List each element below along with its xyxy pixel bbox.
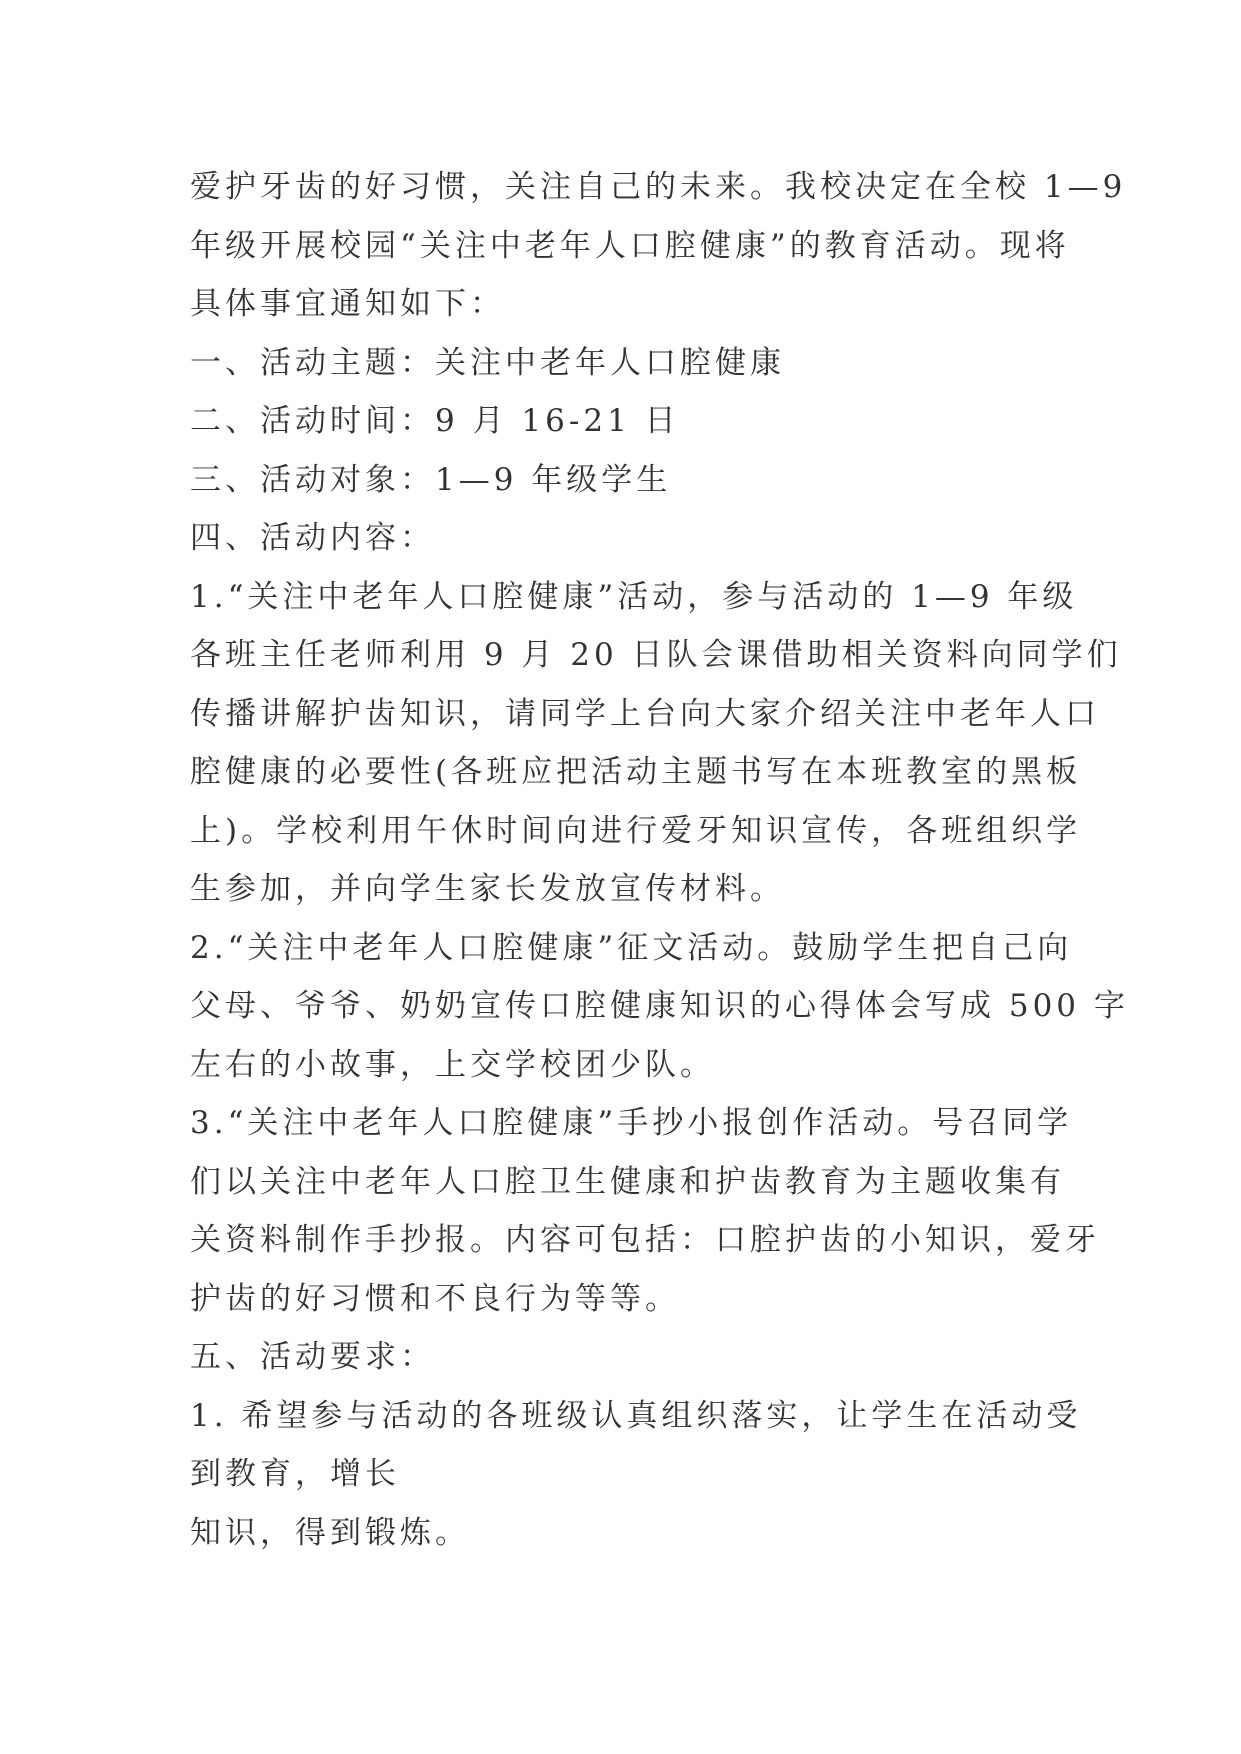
text-line: 各班主任老师利用 9 月 20 日队会课借助相关资料向同学们 (190, 637, 1122, 673)
section-heading: 五、活动要求： (190, 1339, 435, 1375)
text-line: 到教育，增长 (190, 1456, 400, 1492)
text-line: 知识，得到锻炼。 (190, 1514, 470, 1551)
document-body (190, 158, 1129, 1562)
text-line: 爱护牙齿的好习惯，关注自己的未来。我校决定在全校 1—9 (190, 169, 1127, 205)
text-line: 2.“关注中老年人口腔健康”征文活动。鼓励学生把自己向 (190, 929, 1073, 966)
text-line: 护齿的好习惯和不良行为等等。 (190, 1280, 680, 1317)
text-line: 1.“关注中老年人口腔健康”活动，参与活动的 1—9 年级 (190, 578, 1078, 615)
text-line: 年级开展校园“关注中老年人口腔健康”的教育活动。现将 (190, 227, 1070, 264)
text-line: 传播讲解护齿知识，请同学上台向大家介绍关注中老年人口 (190, 695, 1100, 732)
section-heading: 四、活动内容： (190, 520, 435, 556)
text-line: 们以关注中老年人口腔卫生健康和护齿教育为主题收集有 (190, 1163, 1065, 1200)
text-line: 1. 希望参与活动的各班级认真组织落实，让学生在活动受 (190, 1397, 1082, 1434)
text-line: 上)。学校利用午休时间向进行爱牙知识宣传，各班组织学 (190, 812, 1082, 849)
text-line: 3.“关注中老年人口腔健康”手抄小报创作活动。号召同学 (190, 1105, 1073, 1141)
text-line: 具体事宜通知如下： (190, 286, 505, 322)
text-line: 生参加，并向学生家长发放宣传材料。 (190, 871, 785, 907)
text-line: 关资料制作手抄报。内容可包括：口腔护齿的小知识，爱牙 (190, 1222, 1100, 1258)
text-line: 父母、爷爷、奶奶宣传口腔健康知识的心得体会写成 500 字 (190, 988, 1129, 1024)
section-heading: 二、活动时间：9 月 16-21 日 (190, 403, 680, 439)
section-heading: 一、活动主题：关注中老年人口腔健康 (190, 344, 785, 381)
text-line: 腔健康的必要性(各班应把活动主题书写在本班教室的黑板 (190, 754, 1082, 790)
text-line: 左右的小故事，上交学校团少队。 (190, 1046, 715, 1083)
section-heading: 三、活动对象：1—9 年级学生 (190, 461, 672, 498)
